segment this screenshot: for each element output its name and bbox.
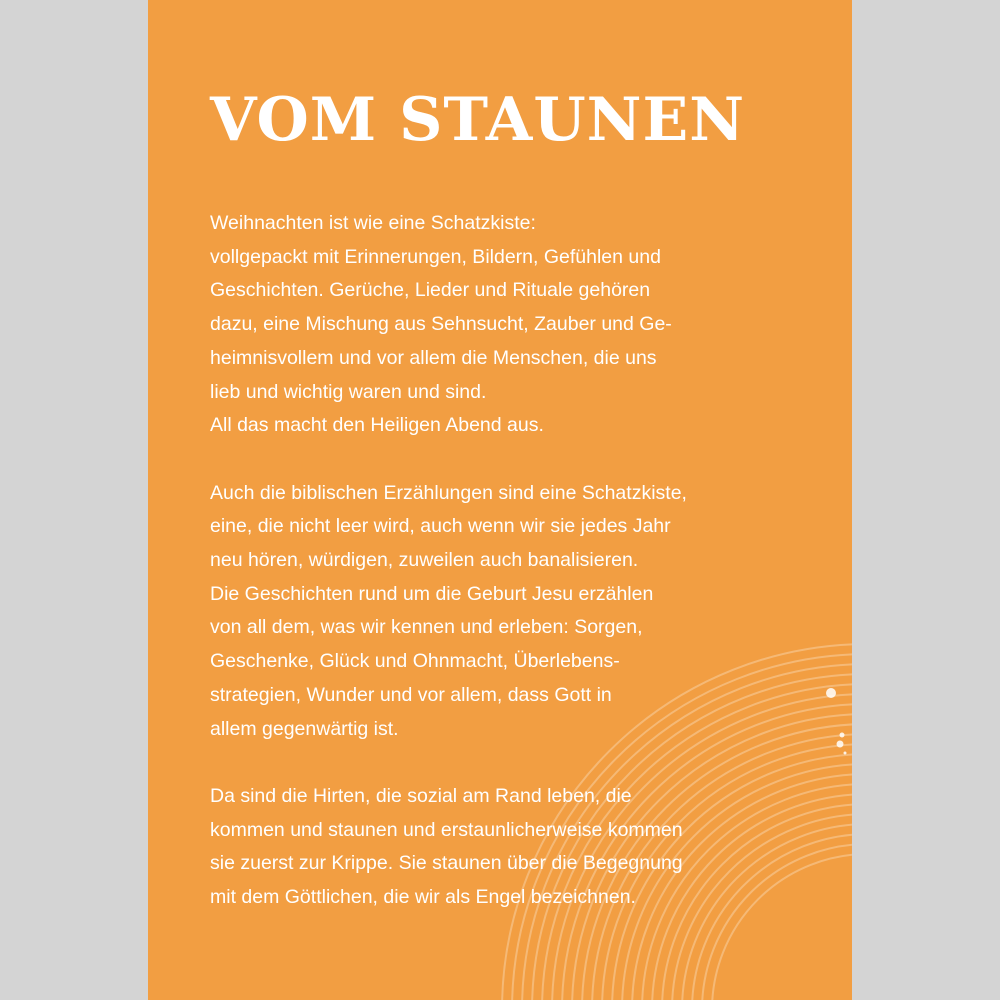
text-line: Die Geschichten rund um die Geburt Jesu erzählen [210,582,654,605]
text-line: lieb und wichtig waren und sind. [210,380,487,403]
document-page [148,0,852,1000]
paragraph [210,477,800,747]
text-line: strategien, Wunder und vor allem, dass Gott in [210,683,612,706]
body-text [210,207,800,948]
text-line: neu hören, würdigen, zuweilen auch banalisieren. [210,549,639,572]
text-line: heimnisvollem und vor allem die Menschen, die uns [210,346,657,369]
text-line: von all dem, was wir kennen und erleben: Sorgen, [210,616,643,639]
page-title: VOM STAUNEN [210,85,746,155]
text-line: eine, die nicht leer wird, auch wenn wir sie jedes Jahr [210,515,671,538]
text-line: dazu, eine Mischung aus Sehnsucht, Zauber und Ge- [210,313,672,336]
text-line: kommen und staunen und erstaunlicherweise kommen [210,818,683,841]
text-line: Geschenke, Glück und Ohnmacht, Überlebens- [210,650,620,673]
text-line: sie zuerst zur Krippe. Sie staunen über die Begegnung [210,852,683,875]
text-line: mit dem Göttlichen, die wir als Engel bezeichnen. [210,886,636,909]
paragraph [210,780,800,915]
text-line: Auch die biblischen Erzählungen sind eine Schatzkiste, [210,481,687,504]
paragraph [210,207,800,443]
text-line: Da sind die Hirten, die sozial am Rand leben, die [210,784,632,807]
text-line: vollgepackt mit Erinnerungen, Bildern, Gefühlen und [210,245,661,268]
text-line: All das macht den Heiligen Abend aus. [210,414,544,437]
text-line: Geschichten. Gerüche, Lieder und Rituale gehören [210,279,651,302]
text-line: allem gegenwärtig ist. [210,717,399,740]
text-line: Weihnachten ist wie eine Schatzkiste: [210,212,536,234]
